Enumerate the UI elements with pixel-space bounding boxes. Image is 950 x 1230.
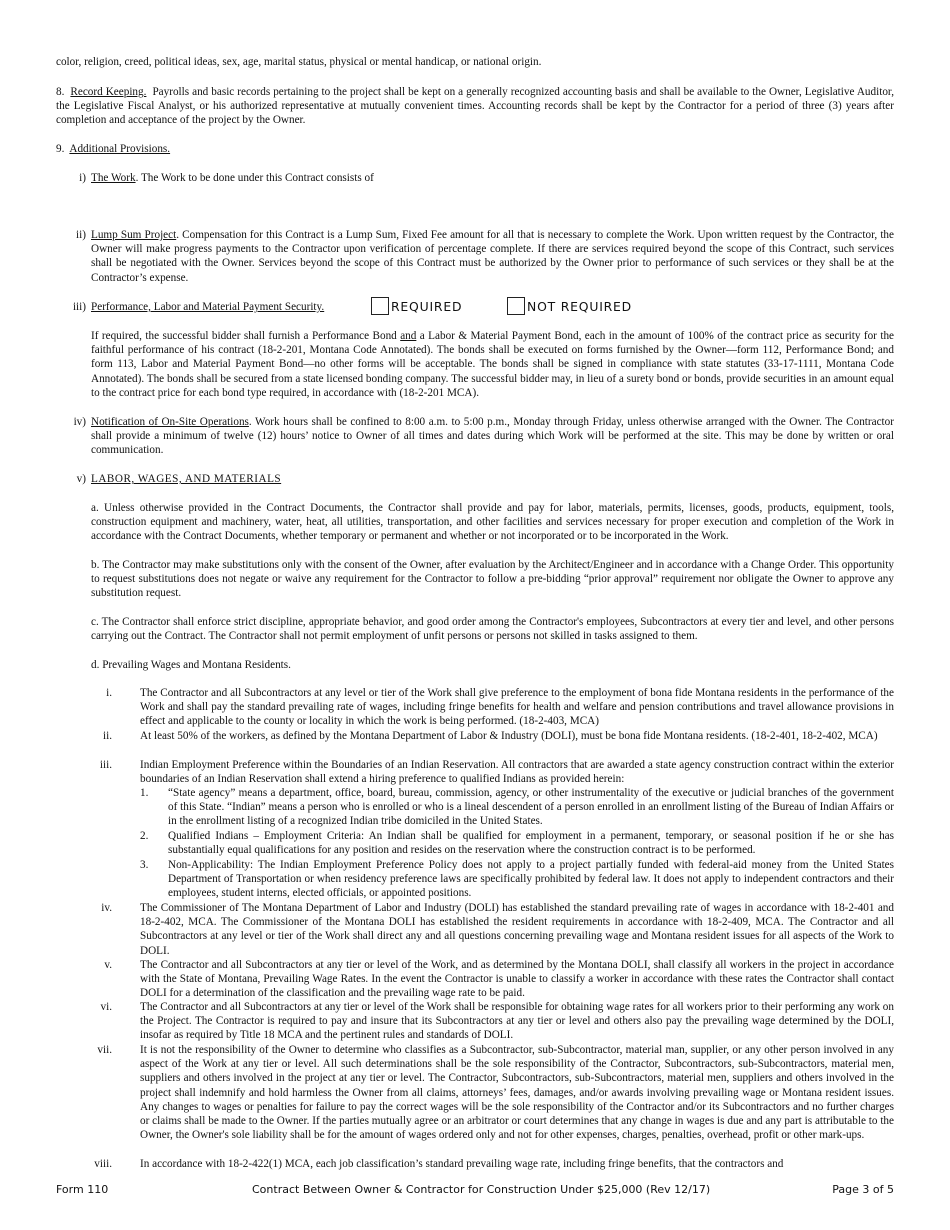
section-8-number: 8. [56, 86, 65, 98]
section-9 [56, 142, 894, 156]
required-label: REQUIRED [391, 299, 463, 314]
wage-item-number: vii. [97, 1044, 112, 1056]
provision-iii-title: Performance, Labor and Material Payment Security. [91, 301, 325, 313]
indian-item-number: 2. [140, 830, 149, 842]
provision-iii-body [91, 329, 894, 400]
section-8-text: Payrolls and basic records pertaining to the project shall be kept on a generally recognized accounting basis and shall be available to the Owner, Legislative Auditor, the Legislative Fiscal Analyst, or his authorized representative at mutually convenient times. Accounting records shall be kept by the Contractor for a period of three (3) years after completion and acceptance of the project by the Owner. [56, 86, 894, 127]
not-required-label: NOT REQUIRED [527, 299, 633, 314]
footer-title: Contract Between Owner & Contractor for Construction Under $25,000 (Rev 12/17) [252, 1183, 711, 1196]
wage-item-text: At least 50% of the workers, as defined by the Montana Department of Labor & Industry (DOLI), must be bona fide Montana residents. (18-2-401, 18-2-402, MCA) [140, 730, 878, 742]
provision-iii-text-a: If required, the successful bidder shall furnish a Performance Bond [91, 330, 401, 342]
indian-item-text: “State agency” means a department, office, board, bureau, commission, agency, or other instrumentality of the executive or judicial branches of the government of this State. “Indian” means a person who is enrolled or who is a lineal descendent of a person enrolled in an enrollment listing of the Bureau of Indian Affairs or in the enrollment listing of a recognized Indian tribe domiciled in the United States. [168, 787, 894, 828]
provision-v-b: b. The Contractor may make substitutions only with the consent of the Owner, after evaluation by the Architect/Engineer and in accordance with a Change Order. This opportunity to request substitutions does not negate or waive any requirement for the Contractor to follow a pre-bidding “prior approval” requirement nor obligate the Owner to approve any substitution request. [91, 559, 894, 600]
indian-item-text: Non-Applicability: The Indian Employment Preference Policy does not apply to a project partially funded with federal-aid money from the United States Department of Transportation or when residency preference laws are specifically prohibited by federal law. It does not apply to independent contractors and their employees, student interns, elected officials, or appointed positions. [168, 859, 894, 900]
provision-iv-title: Notification of On-Site Operations [91, 416, 249, 428]
provision-ii-title: Lump Sum Project [91, 229, 177, 241]
wage-item-number: iii. [99, 759, 112, 771]
provision-v-c: c. The Contractor shall enforce strict discipline, appropriate behavior, and good order among the Contractor's employees, Subcontractors at every tier and level, and other persons carrying out the Contract. The Contractor shall not permit employment of unfit persons or persons not skilled in tasks assigned to them. [91, 616, 894, 643]
wage-item-text: The Contractor and all Subcontractors at any tier or level of the Work shall be responsible for obtaining wage rates for all workers prior to their performing any work on the Project. The Contractor is required to pay and insure that its Subcontractors at any tier or level and others also pay the prevailing wage determined by the DOLI, insofar as required by Title 18 MCA and the pertinent rules and standards of DOLI. [140, 1001, 894, 1042]
indian-item-number: 3. [140, 859, 149, 871]
provision-iii-text-and: and [400, 330, 417, 342]
section-8 [56, 85, 894, 128]
wage-item-text: The Contractor and all Subcontractors at any level or tier of the Work shall give preference to the employment of bona fide Montana residents in the performance of the Work and shall pay the standard prevailing rate of wages, including fringe benefits for health and welfare and pension contributions and travel allowance provisions in effect and applicable to the county or locality in which the work is being performed. (18-2-403, MCA) [140, 687, 894, 728]
section-9-number: 9. [56, 143, 65, 155]
not-required-checkbox[interactable] [507, 297, 525, 315]
provision-v-label: v) [76, 473, 86, 485]
wage-item-text: Indian Employment Preference within the Boundaries of an Indian Reservation. All contractors that are awarded a state agency construction contract within the exterior boundaries of an Indian Reservation shall extend a hiring preference to qualified Indians as provided herein: [140, 759, 894, 786]
wage-item-number: v. [104, 959, 112, 971]
not-required-option[interactable] [507, 297, 632, 315]
provision-v-title: LABOR, WAGES, AND MATERIALS [91, 473, 282, 485]
provision-iii-label: iii) [72, 301, 86, 313]
wage-item-number: vi. [100, 1001, 112, 1013]
required-checkbox[interactable] [371, 297, 389, 315]
wage-item-number: iv. [101, 902, 112, 914]
provision-iii-text-b: a Labor & Material Payment Bond, each in the amount of 100% of the contract price as security for the faithful performance of his contract (18-2-201, Montana Code Annotated). The bonds shall be executed on forms furnished by the Owner—form 112, Performance Bond; and form 113, Labor and Material Payment Bond—no other forms will be acceptable. The bonds shall be signed in compliance with state statutes (33-17-1111, Montana Code Annotated). The bonds shall be secured from a state licensed bonding company. The successful bidder may, in lieu of a surety bond or bonds, provide securities in an amount equal to the contract price for each bond type required, in accordance with (18-2-201 MCA). [91, 330, 894, 399]
wage-item-text: The Commissioner of The Montana Department of Labor and Industry (DOLI) has established the standard prevailing rate of wages in accordance with 18-2-401 and 18-2-402, MCA. The Commissioner of the Montana DOLI has established the resident requirements in accordance with 18-2-409, MCA. The Contractor and all Subcontractors at any level or tier of the Work shall direct any and all questions concerning prevailing wage and Montana resident issues for all aspects of the Work to DOLI. [140, 902, 894, 957]
wage-item-text: The Contractor and all Subcontractors at any tier or level of the Work, and as determined by the Montana DOLI, shall classify all workers in the project in accordance with the State of Montana, Prevailing Wage Rates. In the event the Contractor is unable to classify a worker in accordance with these rates the Contractor shall contact DOLI for a determination of the classification and the prevailing wage rate to be paid. [140, 959, 894, 1000]
provision-iv-text: . Work hours shall be confined to 8:00 a.m. to 5:00 p.m., Monday through Friday, unless otherwise arranged with the Owner. The Contractor shall provide a minimum of twelve (12) hours’ notice to Owner of all times and dates during which Work will be performed at the site. This may be done by written or oral communication. [91, 416, 894, 457]
provision-iv-label: iv) [73, 416, 86, 428]
provision-ii-label: ii) [76, 229, 86, 241]
wage-item-number: viii. [94, 1158, 112, 1170]
footer-form-number: Form 110 [56, 1183, 109, 1196]
required-option[interactable] [371, 297, 462, 315]
section-9-title: Additional Provisions. [69, 143, 171, 155]
wage-item-number: i. [106, 687, 112, 699]
section-8-title: Record Keeping. [70, 86, 147, 98]
intro-line: color, religion, creed, political ideas, sex, age, marital status, physical or mental handicap, or national origin. [56, 56, 542, 68]
provision-i-title: The Work [91, 172, 136, 184]
provision-i-label: i) [79, 172, 86, 184]
provision-v-d: d. Prevailing Wages and Montana Residents. [91, 659, 291, 671]
wage-item-number: ii. [102, 730, 112, 742]
indian-item-number: 1. [140, 787, 149, 799]
provision-v-a: a. Unless otherwise provided in the Contract Documents, the Contractor shall provide and pay for labor, materials, permits, licenses, goods, products, equipment, tools, construction equipment and machinery, water, heat, all utilities, transportation, and other facilities and services necessary for proper execution and completion of the Work in accordance with the Contract Documents, whether temporary or permanent and whether or not incorporated or to be incorporated in the Work. [91, 502, 894, 543]
wage-item-text: It is not the responsibility of the Owner to determine who classifies as a Subcontractor, sub-Subcontractor, material man, supplier, or any other person involved in any aspect of the Work at any tier or level. All such determinations shall be the sole responsibility of the Contractor, Subcontractors, sub-Subcontractors, material men, suppliers and others involved in the project at any tier or level. The Contractor, Subcontractors, sub-Subcontractors, material men, suppliers and others involved in the project shall indemnify and hold harmless the Owner from all claims, attorneys’ fees, damages, and/or awards involving prevailing wage or Montana resident issues. Any changes to wages or penalties for failure to pay the correct wages will be the sole responsibility of the Contractor and/or its Subcontractors and no further charges or claims shall be made to the Owner. If the parties mutually agree or an arbitrator or court determines that any change in wages is due and any part is attributable to the Owner, the Owner's sole liability shall be for the amount of wages ordered only and not for other expenses, charges, penalties, overhead, profit or other mark-ups. [140, 1044, 894, 1142]
provision-ii-text: . Compensation for this Contract is a Lump Sum, Fixed Fee amount for all that is necessary to complete the Work. Upon written request by the Contractor, the Owner will make progress payments to the Contractor upon verification of percentage complete. If there are services required beyond the scope of this Contract, such services shall be negotiated with the Owner. Services beyond the scope of this Contract must be authorized by the Owner prior to performance of such services or they shall be at the Contractor’s expense. [91, 229, 894, 284]
wage-item-text: In accordance with 18-2-422(1) MCA, each job classification’s standard prevailing wage rate, including fringe benefits, that the contractors and [140, 1158, 784, 1170]
indian-item-text: Qualified Indians – Employment Criteria: An Indian shall be qualified for employment in a permanent, temporary, or seasonal position if he or she has substantially equal qualifications for any position and resides on the reservation where the construction contract is to be performed. [168, 830, 894, 857]
provision-i-text: . The Work to be done under this Contract consists of [135, 172, 374, 184]
footer-page-number: Page 3 of 5 [832, 1183, 894, 1196]
